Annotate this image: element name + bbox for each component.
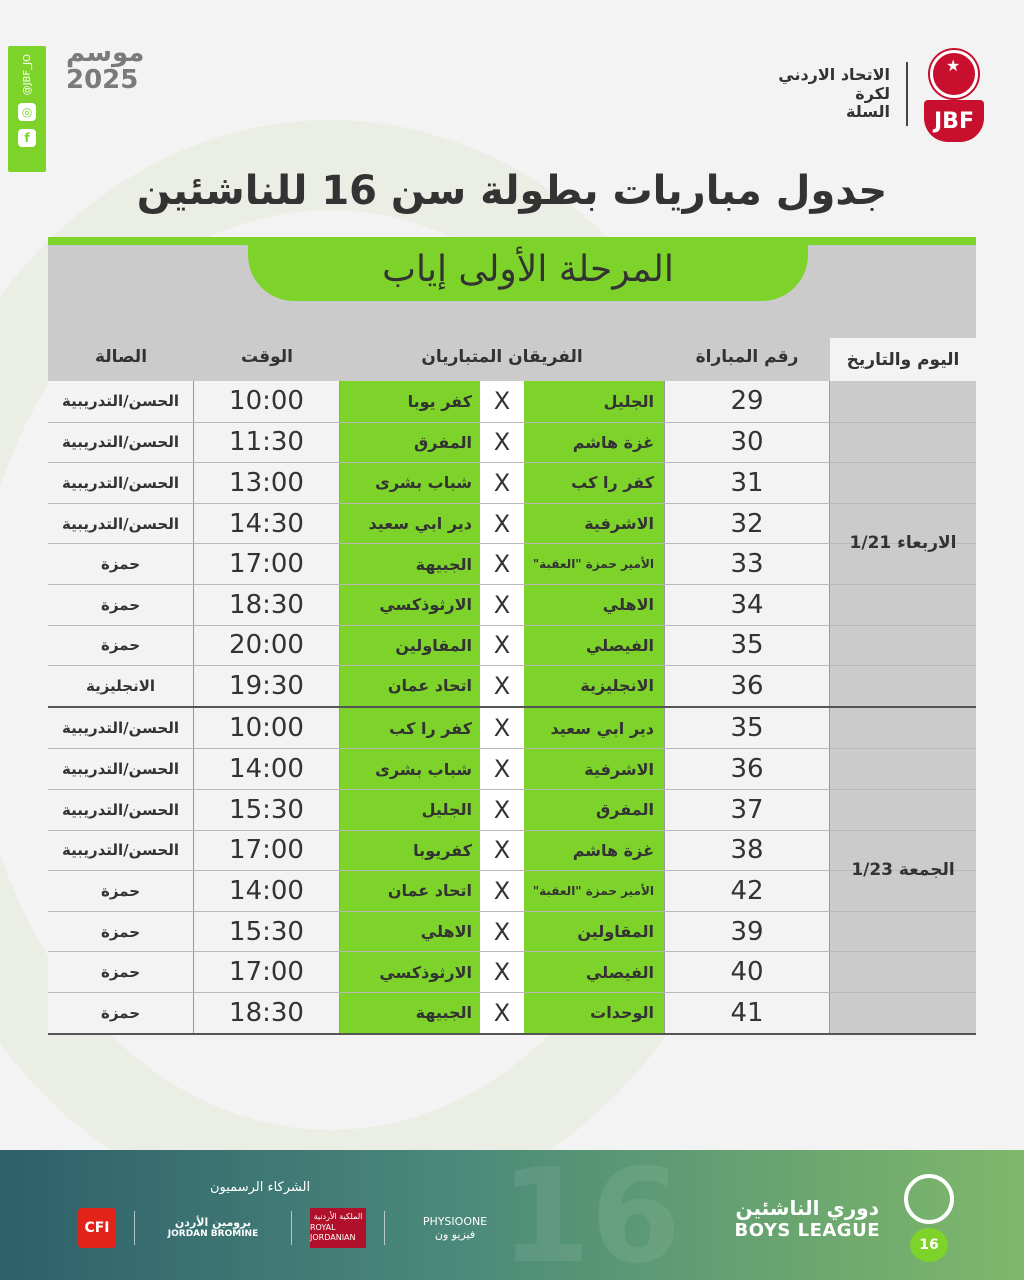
time-cell: 17:00 (194, 831, 340, 871)
star-icon: ★ (946, 56, 961, 75)
team-home-cell: كفر را كب (524, 463, 664, 503)
team-away-cell: الجليل (340, 790, 480, 830)
match-number-cell: 38 (664, 831, 830, 871)
partner-royal-jordanian-logo (310, 1208, 366, 1248)
match-number-cell: 33 (664, 544, 830, 584)
time-cell: 14:30 (194, 504, 340, 544)
rj-en: ROYAL JORDANIAN (310, 1222, 356, 1243)
team-home-cell: الوحدات (524, 993, 664, 1033)
federation-name (778, 66, 890, 121)
venue-cell: الحسن/التدريبية (48, 790, 194, 830)
team-away-cell: كفر يوبا (340, 381, 480, 422)
partners-title: الشركاء الرسميون (210, 1180, 311, 1195)
boys-league-brand (734, 1170, 964, 1266)
time-cell: 10:00 (194, 708, 340, 749)
venue-cell: الانجليزية (48, 666, 194, 706)
stage-banner (248, 237, 808, 301)
social-strip (8, 46, 46, 172)
match-number-cell: 34 (664, 585, 830, 625)
versus-mark: X (480, 504, 524, 544)
match-number-cell: 36 (664, 749, 830, 789)
venue-cell: حمزة (48, 952, 194, 992)
physio-ar: فيزيو ون (434, 1228, 476, 1241)
venue-cell: حمزة (48, 626, 194, 666)
versus-mark: X (480, 831, 524, 871)
match-number-cell: 35 (664, 626, 830, 666)
team-away-cell: المفرق (340, 423, 480, 463)
versus-mark: X (480, 666, 524, 706)
season-label (66, 40, 144, 95)
venue-cell: حمزة (48, 871, 194, 911)
header-teams: الفريقان المتباريان (421, 347, 583, 367)
team-away-cell: الاهلي (340, 912, 480, 952)
match-number-cell: 30 (664, 423, 830, 463)
team-away-cell: كفريوبا (340, 831, 480, 871)
venue-cell: الحسن/التدريبية (48, 831, 194, 871)
versus-mark: X (480, 544, 524, 584)
venue-cell: الحسن/التدريبية (48, 708, 194, 749)
match-number-cell: 40 (664, 952, 830, 992)
team-home-cell: الاشرفية (524, 749, 664, 789)
league-badge: 16 (910, 1228, 948, 1262)
partner-jordan-bromine-logo (153, 1208, 273, 1248)
footer (0, 1140, 1024, 1280)
league-name-ar: دوري الناشئين (735, 1195, 879, 1220)
partner-divider (291, 1211, 292, 1245)
boys-league-logo (894, 1170, 964, 1266)
versus-mark: X (480, 381, 524, 422)
time-cell: 15:30 (194, 790, 340, 830)
day-group (48, 381, 976, 708)
versus-mark: X (480, 708, 524, 749)
team-home-cell: غزة هاشم (524, 423, 664, 463)
team-home-cell: المقاولين (524, 912, 664, 952)
team-home-cell: الجليل (524, 381, 664, 422)
match-number-cell: 29 (664, 381, 830, 422)
match-number-cell: 31 (664, 463, 830, 503)
jbf-logo-text: JBF (924, 100, 984, 142)
partner-cfi-logo: CFI (78, 1208, 116, 1248)
team-away-cell: الجبيهة (340, 993, 480, 1033)
bromine-ar: برومين الأردن (174, 1216, 252, 1229)
bromine-en: JORDAN BROMINE (167, 1229, 259, 1240)
venue-cell: حمزة (48, 585, 194, 625)
season-year: 2025 (66, 65, 139, 96)
time-cell: 14:00 (194, 871, 340, 911)
team-away-cell: اتحاد عمان (340, 666, 480, 706)
versus-mark: X (480, 463, 524, 503)
team-home-cell: الانجليزية (524, 666, 664, 706)
venue-cell: حمزة (48, 544, 194, 584)
rj-ar: الملكية الأردنية (313, 1212, 363, 1222)
team-away-cell: الارثوذكسي (340, 952, 480, 992)
match-number-cell: 37 (664, 790, 830, 830)
time-cell: 11:30 (194, 423, 340, 463)
team-away-cell: الارثوذكسي (340, 585, 480, 625)
time-cell: 10:00 (194, 381, 340, 422)
match-number-cell: 35 (664, 708, 830, 749)
federation-line2: لكرة (855, 83, 890, 103)
jbf-logo (924, 46, 984, 142)
versus-mark: X (480, 585, 524, 625)
team-away-cell: كفر را كب (340, 708, 480, 749)
versus-mark: X (480, 993, 524, 1033)
federation-line1: الاتحاد الاردني (778, 65, 890, 85)
match-number-cell: 36 (664, 666, 830, 706)
venue-cell: الحسن/التدريبية (48, 463, 194, 503)
versus-mark: X (480, 423, 524, 463)
venue-cell: حمزة (48, 912, 194, 952)
partners-list (78, 1208, 507, 1248)
team-home-cell: دير ابي سعيد (524, 708, 664, 749)
partner-physioone-logo (403, 1208, 507, 1248)
team-home-cell: الاشرفية (524, 504, 664, 544)
versus-mark: X (480, 912, 524, 952)
time-cell: 18:30 (194, 993, 340, 1033)
venue-cell: الحسن/التدريبية (48, 381, 194, 422)
team-home-cell: الأمير حمزة "العقبة" (524, 544, 664, 584)
team-away-cell: شباب بشرى (340, 463, 480, 503)
footer-bg-number: 16 (500, 1140, 681, 1280)
stage-label: المرحلة الأولى إياب (382, 248, 674, 290)
time-cell: 13:00 (194, 463, 340, 503)
match-number-cell: 42 (664, 871, 830, 911)
venue-cell: الحسن/التدريبية (48, 504, 194, 544)
federation-line3: السلة (845, 102, 890, 122)
federation-divider (906, 62, 908, 126)
match-number-cell: 39 (664, 912, 830, 952)
time-cell: 19:30 (194, 666, 340, 706)
trophy-icon (904, 1174, 954, 1224)
time-cell: 17:00 (194, 544, 340, 584)
league-name-en: BOYS LEAGUE (734, 1219, 880, 1241)
team-home-cell: الأمير حمزة "العقبة" (524, 871, 664, 911)
table-body (48, 381, 976, 1035)
versus-mark: X (480, 871, 524, 911)
header-day-date: اليوم والتاريخ (830, 338, 976, 381)
venue-cell: الحسن/التدريبية (48, 749, 194, 789)
team-away-cell: المقاولين (340, 626, 480, 666)
match-number-cell: 41 (664, 993, 830, 1033)
partner-divider (384, 1211, 385, 1245)
day-date-label: الاربعاء 1/21 (849, 533, 957, 554)
time-cell: 15:30 (194, 912, 340, 952)
time-cell: 18:30 (194, 585, 340, 625)
team-home-cell: المفرق (524, 790, 664, 830)
boys-league-text (734, 1196, 880, 1241)
venue-cell: الحسن/التدريبية (48, 423, 194, 463)
day-date-label: الجمعة 1/23 (851, 860, 955, 881)
header-time: الوقت (241, 347, 293, 367)
season-word: موسم (66, 38, 145, 68)
team-home-cell: الاهلي (524, 585, 664, 625)
team-away-cell: اتحاد عمان (340, 871, 480, 911)
versus-mark: X (480, 749, 524, 789)
physio-en: PHYSIOONE (422, 1214, 488, 1228)
team-home-cell: الفيصلي (524, 952, 664, 992)
time-cell: 20:00 (194, 626, 340, 666)
team-away-cell: دير ابي سعيد (340, 504, 480, 544)
facebook-icon[interactable]: f (18, 129, 36, 147)
schedule-table (48, 237, 976, 1033)
partner-divider (134, 1211, 135, 1245)
instagram-icon[interactable]: ◎ (18, 103, 36, 121)
time-cell: 17:00 (194, 952, 340, 992)
versus-mark: X (480, 790, 524, 830)
header-venue: الصالة (94, 347, 148, 367)
federation-header (778, 46, 984, 142)
team-home-cell: غزة هاشم (524, 831, 664, 871)
team-away-cell: شباب بشرى (340, 749, 480, 789)
match-number-cell: 32 (664, 504, 830, 544)
header-match-number: رقم المباراة (695, 347, 799, 367)
day-group (48, 708, 976, 1035)
team-home-cell: الفيصلي (524, 626, 664, 666)
social-handle: @JBF_JO (21, 54, 33, 96)
venue-cell: حمزة (48, 993, 194, 1033)
versus-mark: X (480, 952, 524, 992)
team-away-cell: الجبيهة (340, 544, 480, 584)
versus-mark: X (480, 626, 524, 666)
time-cell: 14:00 (194, 749, 340, 789)
page-title: جدول مباريات بطولة سن 16 للناشئين (136, 168, 888, 214)
